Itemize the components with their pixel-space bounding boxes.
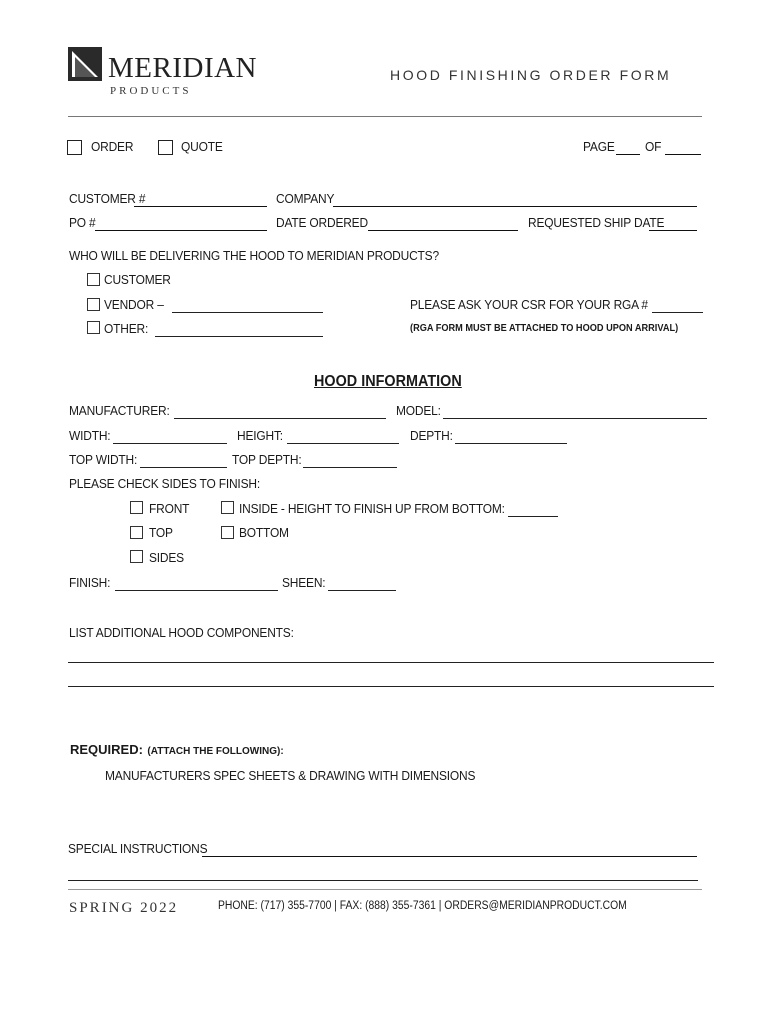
top-checkbox[interactable] bbox=[130, 526, 143, 539]
height-label: HEIGHT: bbox=[237, 428, 283, 443]
top-width-label: TOP WIDTH: bbox=[69, 452, 138, 467]
sheen-field[interactable] bbox=[328, 576, 396, 591]
depth-field[interactable] bbox=[455, 429, 567, 444]
quote-checkbox[interactable] bbox=[158, 140, 173, 155]
ship-date-field[interactable] bbox=[649, 216, 697, 231]
components-line-2[interactable] bbox=[68, 672, 714, 687]
required-item: MANUFACTURERS SPEC SHEETS & DRAWING WITH DIMENSIONS bbox=[105, 768, 476, 783]
check-sides-label: PLEASE CHECK SIDES TO FINISH: bbox=[69, 476, 260, 491]
rga-field[interactable] bbox=[652, 298, 703, 313]
order-checkbox[interactable] bbox=[67, 140, 82, 155]
company-label: COMPANY bbox=[276, 191, 335, 206]
model-label: MODEL: bbox=[396, 403, 441, 418]
delivery-customer-label: CUSTOMER bbox=[104, 272, 171, 287]
quote-label: QUOTE bbox=[181, 139, 223, 154]
depth-label: DEPTH: bbox=[410, 428, 453, 443]
top-width-field[interactable] bbox=[140, 453, 227, 468]
meridian-logo-icon bbox=[67, 46, 103, 82]
bottom-checkbox[interactable] bbox=[221, 526, 234, 539]
width-label: WIDTH: bbox=[69, 428, 111, 443]
po-label: PO # bbox=[69, 215, 96, 230]
delivery-other-checkbox[interactable] bbox=[87, 321, 100, 334]
required-label: REQUIRED: bbox=[70, 742, 143, 757]
special-instructions-line-2[interactable] bbox=[68, 866, 698, 881]
top-depth-label: TOP DEPTH: bbox=[232, 452, 302, 467]
footer-divider bbox=[68, 889, 702, 890]
form-title: HOOD FINISHING ORDER FORM bbox=[390, 67, 672, 83]
components-label: LIST ADDITIONAL HOOD COMPONENTS: bbox=[69, 625, 294, 640]
top-depth-field[interactable] bbox=[303, 453, 397, 468]
inside-height-field[interactable] bbox=[508, 502, 558, 517]
width-field[interactable] bbox=[113, 429, 227, 444]
delivery-vendor-label: VENDOR – bbox=[104, 297, 164, 312]
components-line-1[interactable] bbox=[68, 648, 714, 663]
page-total-field[interactable] bbox=[665, 140, 701, 155]
bottom-label: BOTTOM bbox=[239, 525, 289, 540]
model-field[interactable] bbox=[443, 404, 707, 419]
sheen-label: SHEEN: bbox=[282, 575, 326, 590]
contact-info: PHONE: (717) 355-7700 | FAX: (888) 355-7361 | ORDERS@MERIDIANPRODUCT.COM bbox=[218, 900, 627, 912]
date-ordered-field[interactable] bbox=[368, 216, 518, 231]
delivery-vendor-checkbox[interactable] bbox=[87, 298, 100, 311]
po-field[interactable] bbox=[95, 216, 267, 231]
order-label: ORDER bbox=[91, 139, 134, 154]
front-label: FRONT bbox=[149, 501, 190, 516]
delivery-other-label: OTHER: bbox=[104, 321, 149, 336]
inside-checkbox[interactable] bbox=[221, 501, 234, 514]
sides-label: SIDES bbox=[149, 550, 184, 565]
customer-number-label: CUSTOMER # bbox=[69, 191, 146, 206]
other-field[interactable] bbox=[155, 322, 323, 337]
hood-info-heading: HOOD INFORMATION bbox=[314, 373, 462, 390]
special-instructions-label: SPECIAL INSTRUCTIONS bbox=[68, 841, 208, 856]
header-divider bbox=[68, 116, 702, 117]
manufacturer-label: MANUFACTURER: bbox=[69, 403, 170, 418]
logo-wordmark: MERIDIAN bbox=[108, 52, 257, 84]
delivery-customer-checkbox[interactable] bbox=[87, 273, 100, 286]
finish-label: FINISH: bbox=[69, 575, 111, 590]
page-field[interactable] bbox=[616, 140, 640, 155]
season-label: SPRING 2022 bbox=[69, 900, 179, 916]
rga-prompt: PLEASE ASK YOUR CSR FOR YOUR RGA # bbox=[410, 297, 648, 312]
vendor-field[interactable] bbox=[172, 298, 323, 313]
front-checkbox[interactable] bbox=[130, 501, 143, 514]
special-instructions-field[interactable] bbox=[202, 842, 697, 857]
date-ordered-label: DATE ORDERED bbox=[276, 215, 368, 230]
finish-field[interactable] bbox=[115, 576, 278, 591]
top-label: TOP bbox=[149, 525, 173, 540]
of-label: OF bbox=[645, 139, 662, 154]
rga-note: (RGA FORM MUST BE ATTACHED TO HOOD UPON ARRIVAL) bbox=[410, 323, 679, 334]
inside-label: INSIDE - HEIGHT TO FINISH UP FROM BOTTOM: bbox=[239, 501, 505, 516]
height-field[interactable] bbox=[287, 429, 399, 444]
company-field[interactable] bbox=[333, 192, 697, 207]
required-attach: (ATTACH THE FOLLOWING): bbox=[147, 746, 284, 757]
sides-checkbox[interactable] bbox=[130, 550, 143, 563]
ship-date-label: REQUESTED SHIP DATE bbox=[528, 215, 665, 230]
logo-subtitle: PRODUCTS bbox=[110, 85, 192, 97]
required-block bbox=[70, 741, 284, 759]
customer-number-field[interactable] bbox=[134, 192, 267, 207]
page-label: PAGE bbox=[583, 139, 615, 154]
manufacturer-field[interactable] bbox=[174, 404, 386, 419]
delivery-question: WHO WILL BE DELIVERING THE HOOD TO MERIDIAN PRODUCTS? bbox=[69, 248, 439, 263]
